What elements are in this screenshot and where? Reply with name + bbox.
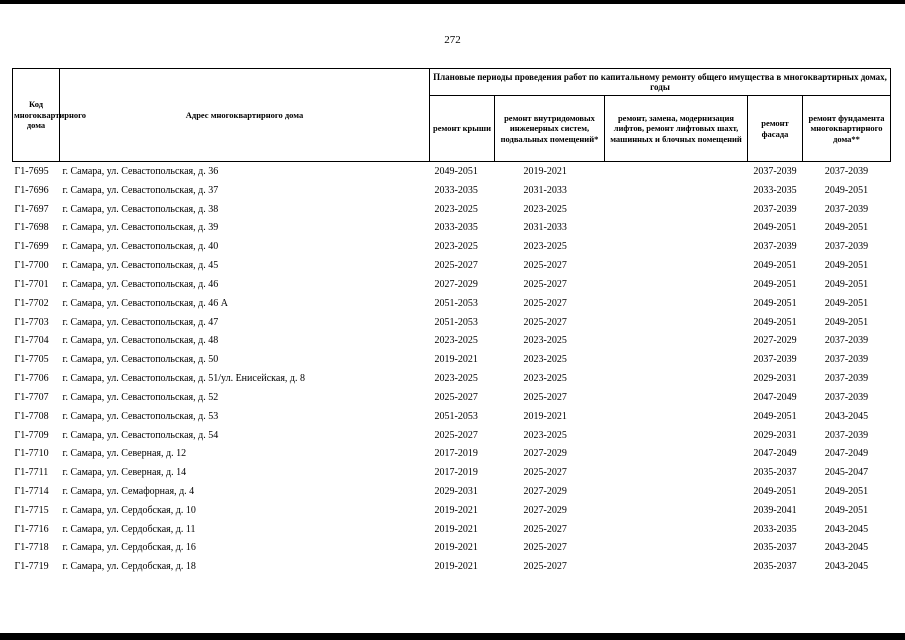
cell-address: г. Самара, ул. Севастопольская, д. 40	[62, 241, 219, 253]
cell-engineering: 2023-2025	[523, 429, 567, 441]
cell-code: Г1-7701	[14, 278, 49, 290]
cell-code: Г1-7704	[14, 335, 49, 347]
cell-foundation: 2049-2051	[824, 184, 869, 196]
cell-engineering: 2031-2033	[523, 184, 567, 196]
cell-lift	[605, 275, 748, 294]
cell-address: г. Самара, ул. Северная, д. 12	[62, 448, 187, 460]
cell-lift	[605, 200, 748, 219]
cell-lift	[605, 501, 748, 520]
cell-foundation: 2049-2051	[824, 485, 869, 497]
cell-facade: 2035-2037	[753, 467, 797, 479]
cell-foundation: 2037-2039	[824, 354, 869, 366]
cell-foundation: 2037-2039	[824, 241, 869, 253]
table-row	[13, 444, 891, 463]
cell-code: Г1-7696	[14, 184, 49, 196]
capital-repair-table	[12, 68, 891, 576]
cell-lift	[605, 350, 748, 369]
cell-foundation: 2037-2039	[824, 373, 869, 385]
cell-engineering: 2025-2027	[523, 391, 567, 403]
cell-address: г. Самара, ул. Северная, д. 14	[62, 467, 187, 479]
table-row	[13, 388, 891, 407]
cell-facade: 2035-2037	[753, 542, 797, 554]
cell-engineering: 2023-2025	[523, 241, 567, 253]
cell-roof: 2029-2031	[434, 485, 478, 497]
cell-code: Г1-7711	[14, 467, 49, 479]
cell-foundation: 2043-2045	[824, 523, 869, 535]
cell-foundation: 2043-2045	[824, 561, 869, 573]
cell-roof: 2027-2029	[434, 278, 478, 290]
cell-foundation: 2037-2039	[824, 429, 869, 441]
cell-code: Г1-7716	[14, 523, 49, 535]
cell-facade: 2049-2051	[753, 260, 797, 272]
cell-lift	[605, 520, 748, 539]
cell-facade: 2049-2051	[753, 278, 797, 290]
bottom-border	[0, 633, 905, 640]
table-row	[13, 520, 891, 539]
header-code: Код многоквартирного дома	[13, 69, 60, 162]
header-address: Адрес многоквартирного дома	[60, 69, 430, 162]
cell-address: г. Самара, ул. Севастопольская, д. 52	[62, 391, 219, 403]
cell-code: Г1-7718	[14, 542, 49, 554]
cell-lift	[605, 407, 748, 426]
cell-roof: 2051-2053	[434, 297, 478, 309]
table-row	[13, 426, 891, 445]
cell-foundation: 2049-2051	[824, 278, 869, 290]
cell-address: г. Самара, ул. Севастопольская, д. 48	[62, 335, 219, 347]
table-row	[13, 218, 891, 237]
cell-facade: 2049-2051	[753, 297, 797, 309]
cell-address: г. Самара, ул. Севастопольская, д. 47	[62, 316, 219, 328]
cell-code: Г1-7709	[14, 429, 49, 441]
cell-facade: 2033-2035	[753, 184, 797, 196]
table-row	[13, 463, 891, 482]
cell-lift	[605, 557, 748, 576]
cell-roof: 2019-2021	[434, 561, 478, 573]
cell-engineering: 2019-2021	[523, 165, 567, 177]
cell-foundation: 2049-2051	[824, 504, 869, 516]
table-row	[13, 275, 891, 294]
cell-engineering: 2025-2027	[523, 561, 567, 573]
cell-code: Г1-7708	[14, 410, 49, 422]
table-row	[13, 237, 891, 256]
table-row	[13, 294, 891, 313]
cell-address: г. Самара, ул. Севастопольская, д. 39	[62, 222, 219, 234]
cell-address: г. Самара, ул. Севастопольская, д. 54	[62, 429, 219, 441]
table-row	[13, 482, 891, 501]
cell-address: г. Самара, ул. Севастопольская, д. 36	[62, 165, 219, 177]
cell-foundation: 2049-2051	[824, 260, 869, 272]
cell-foundation: 2049-2051	[824, 297, 869, 309]
cell-lift	[605, 331, 748, 350]
cell-roof: 2049-2051	[434, 165, 478, 177]
cell-code: Г1-7719	[14, 561, 49, 573]
cell-engineering: 2023-2025	[523, 203, 567, 215]
cell-code: Г1-7699	[14, 241, 49, 253]
cell-facade: 2047-2049	[753, 448, 797, 460]
cell-lift	[605, 313, 748, 332]
cell-code: Г1-7695	[14, 165, 49, 177]
cell-engineering: 2025-2027	[523, 316, 567, 328]
cell-lift	[605, 237, 748, 256]
cell-address: г. Самара, ул. Севастопольская, д. 45	[62, 260, 219, 272]
cell-address: г. Самара, ул. Севастопольская, д. 53	[62, 410, 219, 422]
cell-code: Г1-7715	[14, 504, 49, 516]
cell-roof: 2017-2019	[434, 448, 478, 460]
cell-foundation: 2043-2045	[824, 410, 869, 422]
cell-roof: 2017-2019	[434, 467, 478, 479]
cell-engineering: 2027-2029	[523, 448, 567, 460]
cell-lift	[605, 388, 748, 407]
table-row	[13, 256, 891, 275]
cell-code: Г1-7703	[14, 316, 49, 328]
cell-foundation: 2049-2051	[824, 316, 869, 328]
cell-roof: 2051-2053	[434, 316, 478, 328]
cell-code: Г1-7698	[14, 222, 49, 234]
cell-code: Г1-7700	[14, 260, 49, 272]
cell-address: г. Самара, ул. Сердобская, д. 10	[62, 504, 196, 516]
cell-lift	[605, 482, 748, 501]
cell-engineering: 2025-2027	[523, 278, 567, 290]
cell-roof: 2023-2025	[434, 373, 478, 385]
cell-address: г. Самара, ул. Севастопольская, д. 46 А	[62, 297, 228, 309]
top-border	[0, 0, 905, 4]
cell-address: г. Самара, ул. Семафорная, д. 4	[62, 485, 195, 497]
cell-foundation: 2047-2049	[824, 448, 869, 460]
cell-roof: 2025-2027	[434, 391, 478, 403]
cell-roof: 2019-2021	[434, 542, 478, 554]
cell-engineering: 2027-2029	[523, 504, 567, 516]
cell-engineering: 2027-2029	[523, 485, 567, 497]
cell-facade: 2037-2039	[753, 241, 797, 253]
cell-roof: 2051-2053	[434, 410, 478, 422]
cell-roof: 2019-2021	[434, 523, 478, 535]
cell-roof: 2019-2021	[434, 354, 478, 366]
header-lift: ремонт, замена, модернизация лифтов, ремонт лифтовых шахт, машинных и блочных помещений	[605, 96, 748, 162]
cell-lift	[605, 181, 748, 200]
table-row	[13, 350, 891, 369]
table-row	[13, 369, 891, 388]
cell-facade: 2029-2031	[753, 373, 797, 385]
cell-address: г. Самара, ул. Севастопольская, д. 37	[62, 184, 219, 196]
cell-roof: 2019-2021	[434, 504, 478, 516]
cell-address: г. Самара, ул. Сердобская, д. 11	[62, 523, 196, 535]
cell-facade: 2049-2051	[753, 222, 797, 234]
cell-code: Г1-7702	[14, 297, 49, 309]
table-row	[13, 407, 891, 426]
page-number: 272	[444, 34, 461, 46]
cell-foundation: 2037-2039	[824, 335, 869, 347]
cell-foundation: 2045-2047	[824, 467, 869, 479]
cell-engineering: 2025-2027	[523, 523, 567, 535]
cell-lift	[605, 426, 748, 445]
cell-roof: 2025-2027	[434, 260, 478, 272]
table-row	[13, 539, 891, 558]
cell-lift	[605, 463, 748, 482]
cell-facade: 2033-2035	[753, 523, 797, 535]
cell-code: Г1-7706	[14, 373, 49, 385]
table-row	[13, 313, 891, 332]
cell-code: Г1-7707	[14, 391, 49, 403]
cell-facade: 2039-2041	[753, 504, 797, 516]
cell-lift	[605, 444, 748, 463]
cell-roof: 2023-2025	[434, 335, 478, 347]
cell-facade: 2037-2039	[753, 354, 797, 366]
cell-code: Г1-7705	[14, 354, 49, 366]
cell-facade: 2037-2039	[753, 203, 797, 215]
cell-engineering: 2025-2027	[523, 542, 567, 554]
cell-lift	[605, 294, 748, 313]
header-roof: ремонт крыши	[430, 96, 495, 162]
table-row	[13, 200, 891, 219]
header-engineering: ремонт внутридомовых инженерных систем, подвальных помещений*	[495, 96, 605, 162]
cell-foundation: 2043-2045	[824, 542, 869, 554]
cell-roof: 2023-2025	[434, 203, 478, 215]
cell-code: Г1-7697	[14, 203, 49, 215]
cell-address: г. Самара, ул. Севастопольская, д. 51/ул. Енисейская, д. 8	[62, 373, 306, 385]
cell-code: Г1-7710	[14, 448, 49, 460]
cell-foundation: 2037-2039	[824, 391, 869, 403]
header-facade: ремонт фасада	[748, 96, 803, 162]
cell-engineering: 2031-2033	[523, 222, 567, 234]
table-row	[13, 501, 891, 520]
cell-foundation: 2037-2039	[824, 203, 869, 215]
cell-engineering: 2025-2027	[523, 260, 567, 272]
cell-facade: 2037-2039	[753, 165, 797, 177]
header-planned-periods: Плановые периоды проведения работ по капитальному ремонту общего имущества в многоквартирных домах, годы	[430, 69, 891, 96]
table-row	[13, 557, 891, 576]
cell-engineering: 2023-2025	[523, 335, 567, 347]
cell-engineering: 2023-2025	[523, 373, 567, 385]
cell-address: г. Самара, ул. Сердобская, д. 16	[62, 542, 196, 554]
cell-address: г. Самара, ул. Севастопольская, д. 38	[62, 203, 219, 215]
cell-engineering: 2025-2027	[523, 467, 567, 479]
table-row	[13, 162, 891, 181]
cell-roof: 2023-2025	[434, 241, 478, 253]
cell-foundation: 2049-2051	[824, 222, 869, 234]
cell-engineering: 2019-2021	[523, 410, 567, 422]
cell-address: г. Самара, ул. Сердобская, д. 18	[62, 561, 196, 573]
cell-address: г. Самара, ул. Севастопольская, д. 50	[62, 354, 219, 366]
cell-lift	[605, 256, 748, 275]
cell-lift	[605, 218, 748, 237]
table-row	[13, 181, 891, 200]
cell-lift	[605, 369, 748, 388]
header-foundation: ремонт фундамента многоквартирного дома**	[803, 96, 891, 162]
table-row	[13, 331, 891, 350]
cell-facade: 2049-2051	[753, 485, 797, 497]
cell-lift	[605, 162, 748, 181]
cell-engineering: 2023-2025	[523, 354, 567, 366]
cell-foundation: 2037-2039	[824, 165, 869, 177]
cell-facade: 2029-2031	[753, 429, 797, 441]
cell-engineering: 2025-2027	[523, 297, 567, 309]
cell-roof: 2033-2035	[434, 184, 478, 196]
cell-facade: 2027-2029	[753, 335, 797, 347]
cell-roof: 2033-2035	[434, 222, 478, 234]
cell-code: Г1-7714	[14, 485, 49, 497]
cell-facade: 2047-2049	[753, 391, 797, 403]
cell-address: г. Самара, ул. Севастопольская, д. 46	[62, 278, 219, 290]
cell-facade: 2035-2037	[753, 561, 797, 573]
cell-facade: 2049-2051	[753, 410, 797, 422]
cell-facade: 2049-2051	[753, 316, 797, 328]
cell-roof: 2025-2027	[434, 429, 478, 441]
cell-lift	[605, 539, 748, 558]
